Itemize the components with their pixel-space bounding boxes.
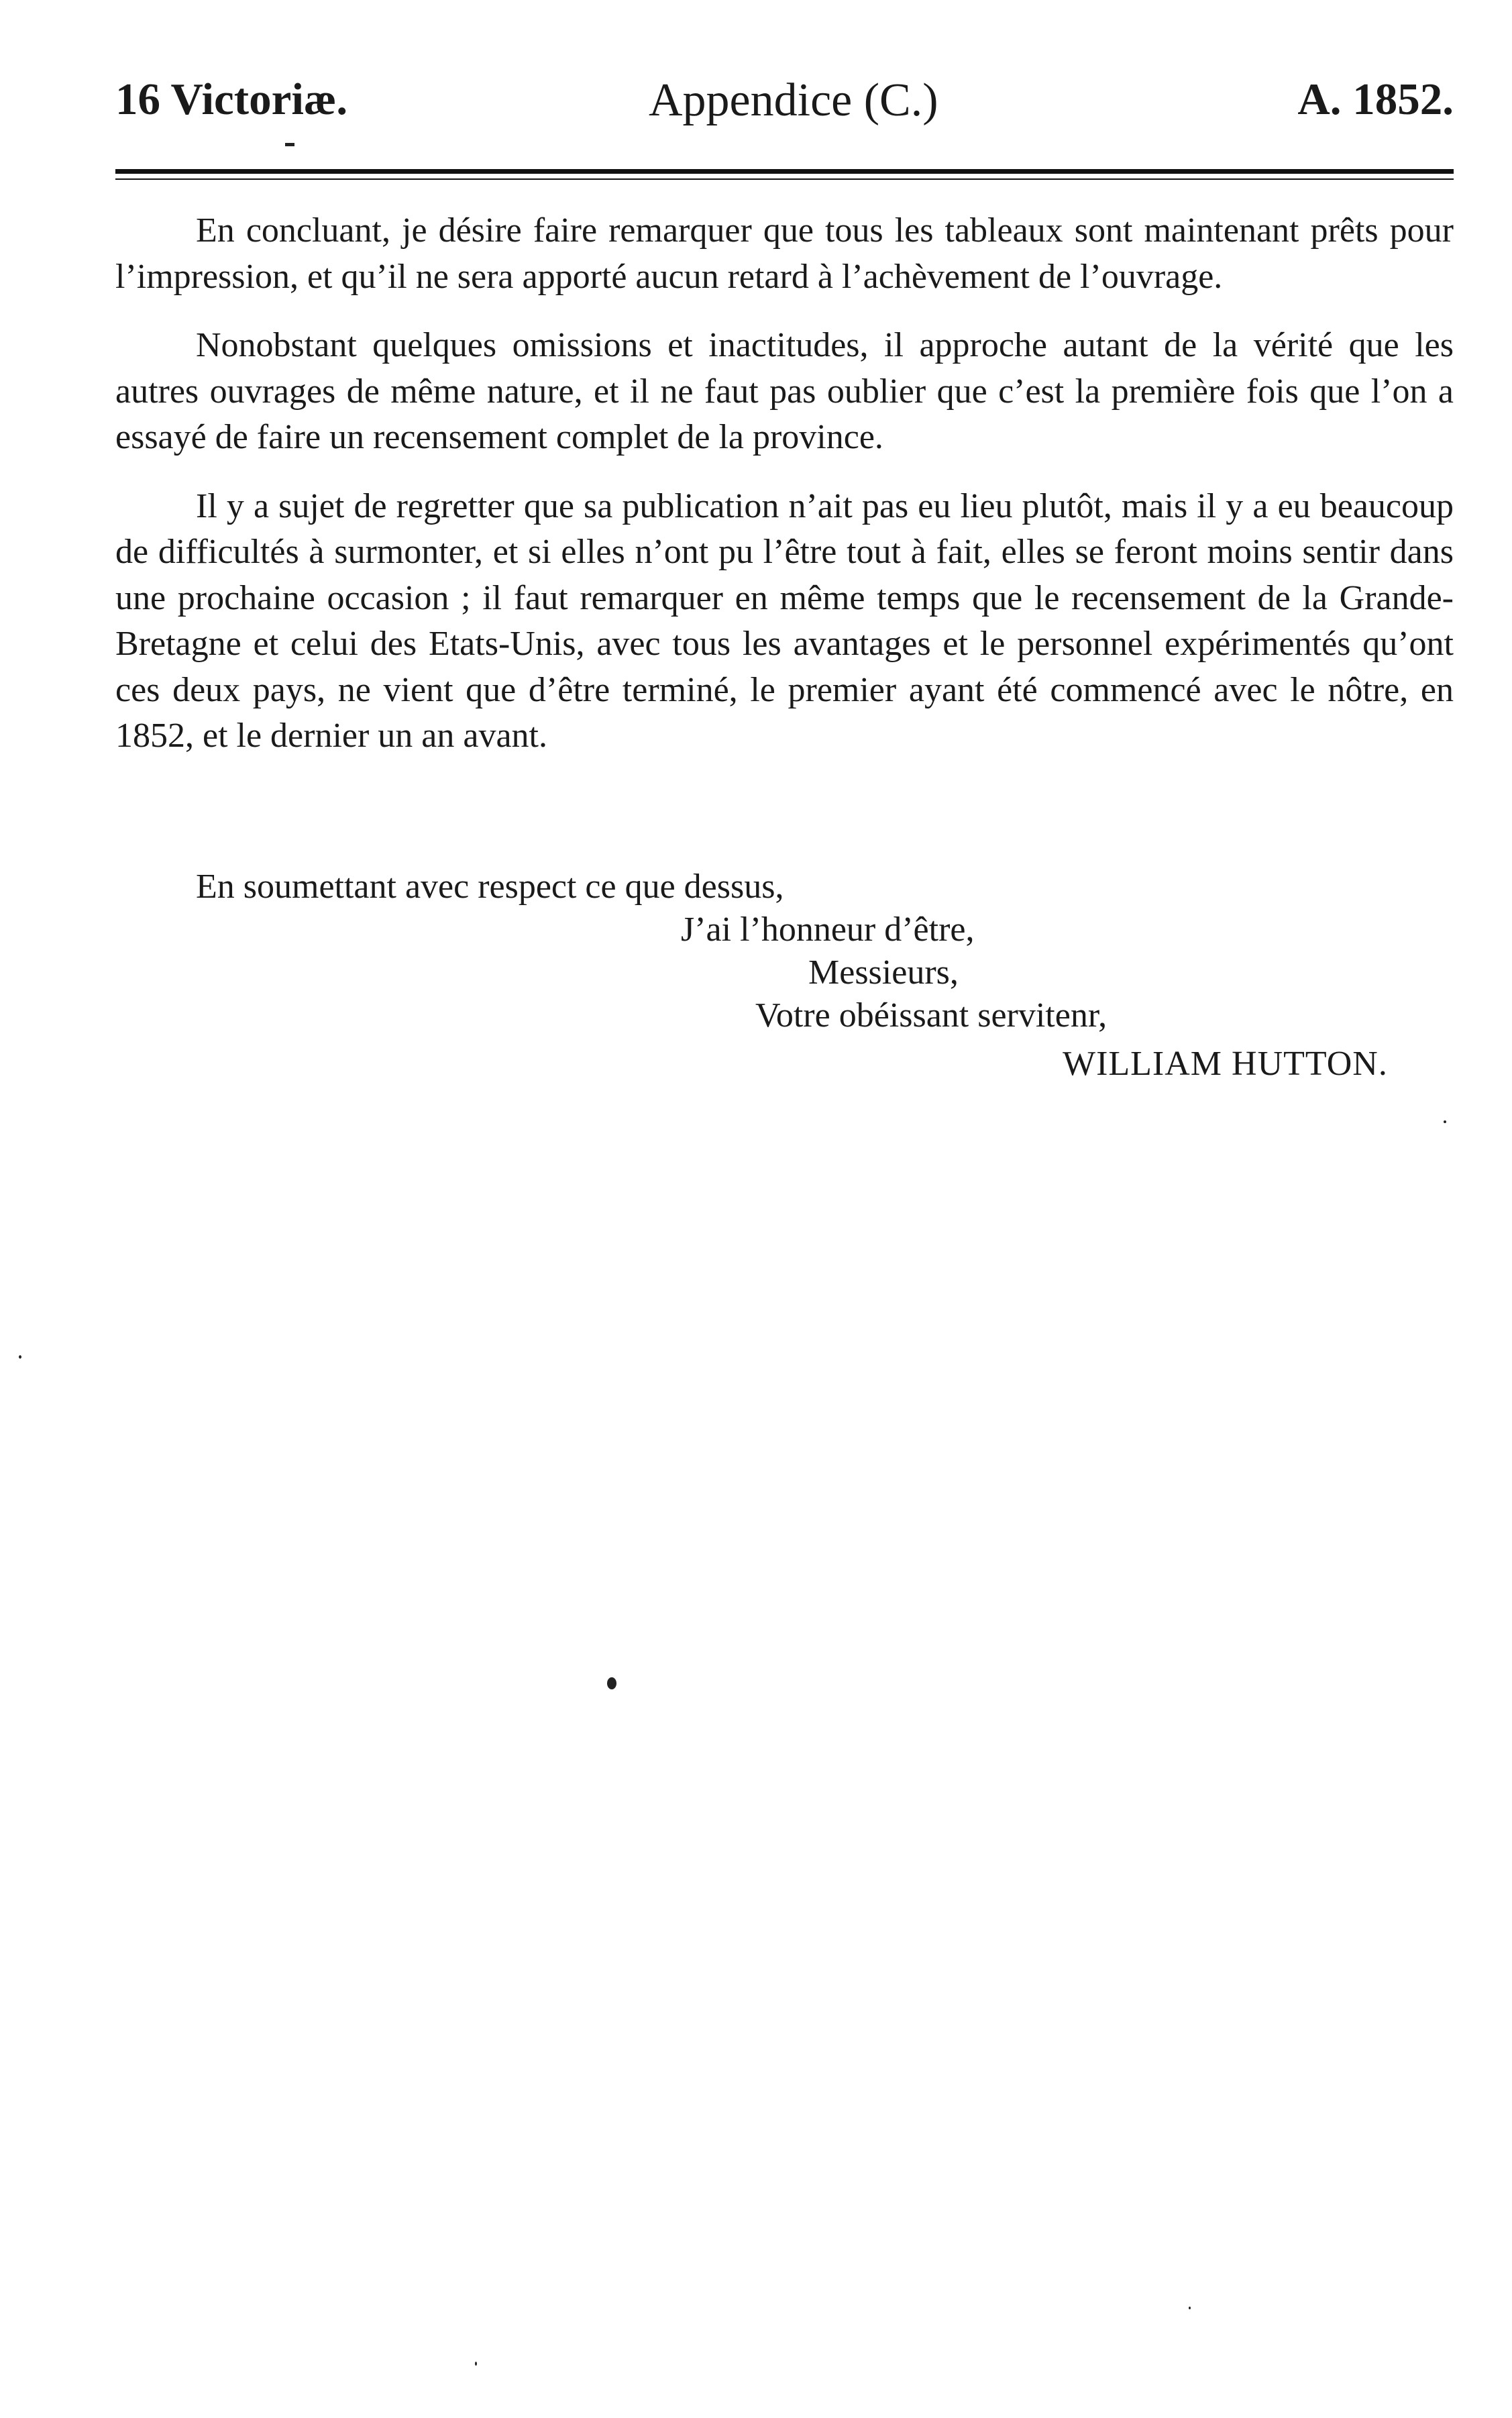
header-rule-thick [115,169,1454,174]
closing-salutation: Messieurs, [808,953,959,992]
ink-speck [1189,2307,1191,2309]
header-tick-mark [285,143,294,146]
header-year: A. 1852. [1297,74,1454,124]
ink-speck [19,1355,21,1359]
paragraph-3: Il y a sujet de regretter que sa publication n’ait pas eu lieu plutôt, mais il y a eu beaucoup de difficultés à surmonter, et si elles n’ont pu l’être tout à fait, elles se feront moins sentir dans une prochaine occasion ; il faut remarquer en même temps que le recensement de la Grande-Bretagne et celui des Etats-Unis, avec tous les avantages et le personnel expérimentés qu’ont ces deux pays, ne vient que d’être terminé, le premier ayant été commencé avec le nôtre, en 1852, et le dernier un an avant. [115,486,1454,755]
header-appendix: Appendice (C.) [649,74,938,126]
ink-speck [1444,1120,1446,1123]
signature: WILLIAM HUTTON. [1063,1045,1388,1083]
header-session: 16 Victoriæ. [115,74,348,124]
ink-speck [475,2362,477,2366]
body-text [115,208,1454,782]
closing-line-1: En soumettant avec respect ce que dessus, [196,868,784,906]
ink-speck [607,1677,616,1689]
page-header [115,74,1454,134]
paragraph-2: Nonobstant quelques omissions et inactitudes, il approche autant de la vérité que les autres ouvrages de même nature, et il ne faut pas oublier que c’est la première fois que l’on a essayé de faire un recensement complet de la province. [115,326,1454,456]
closing-line-2: J’ai l’honneur d’être, [681,910,975,949]
closing-line-4: Votre obéissant servitenr, [755,996,1108,1035]
header-rule-thin [115,178,1454,180]
paragraph-1: En concluant, je désire faire remarquer que tous les tableaux sont maintenant prêts pour l’impression, et qu’il ne sera apporté aucun retard à l’achèvement de l’ouvrage. [115,211,1454,296]
